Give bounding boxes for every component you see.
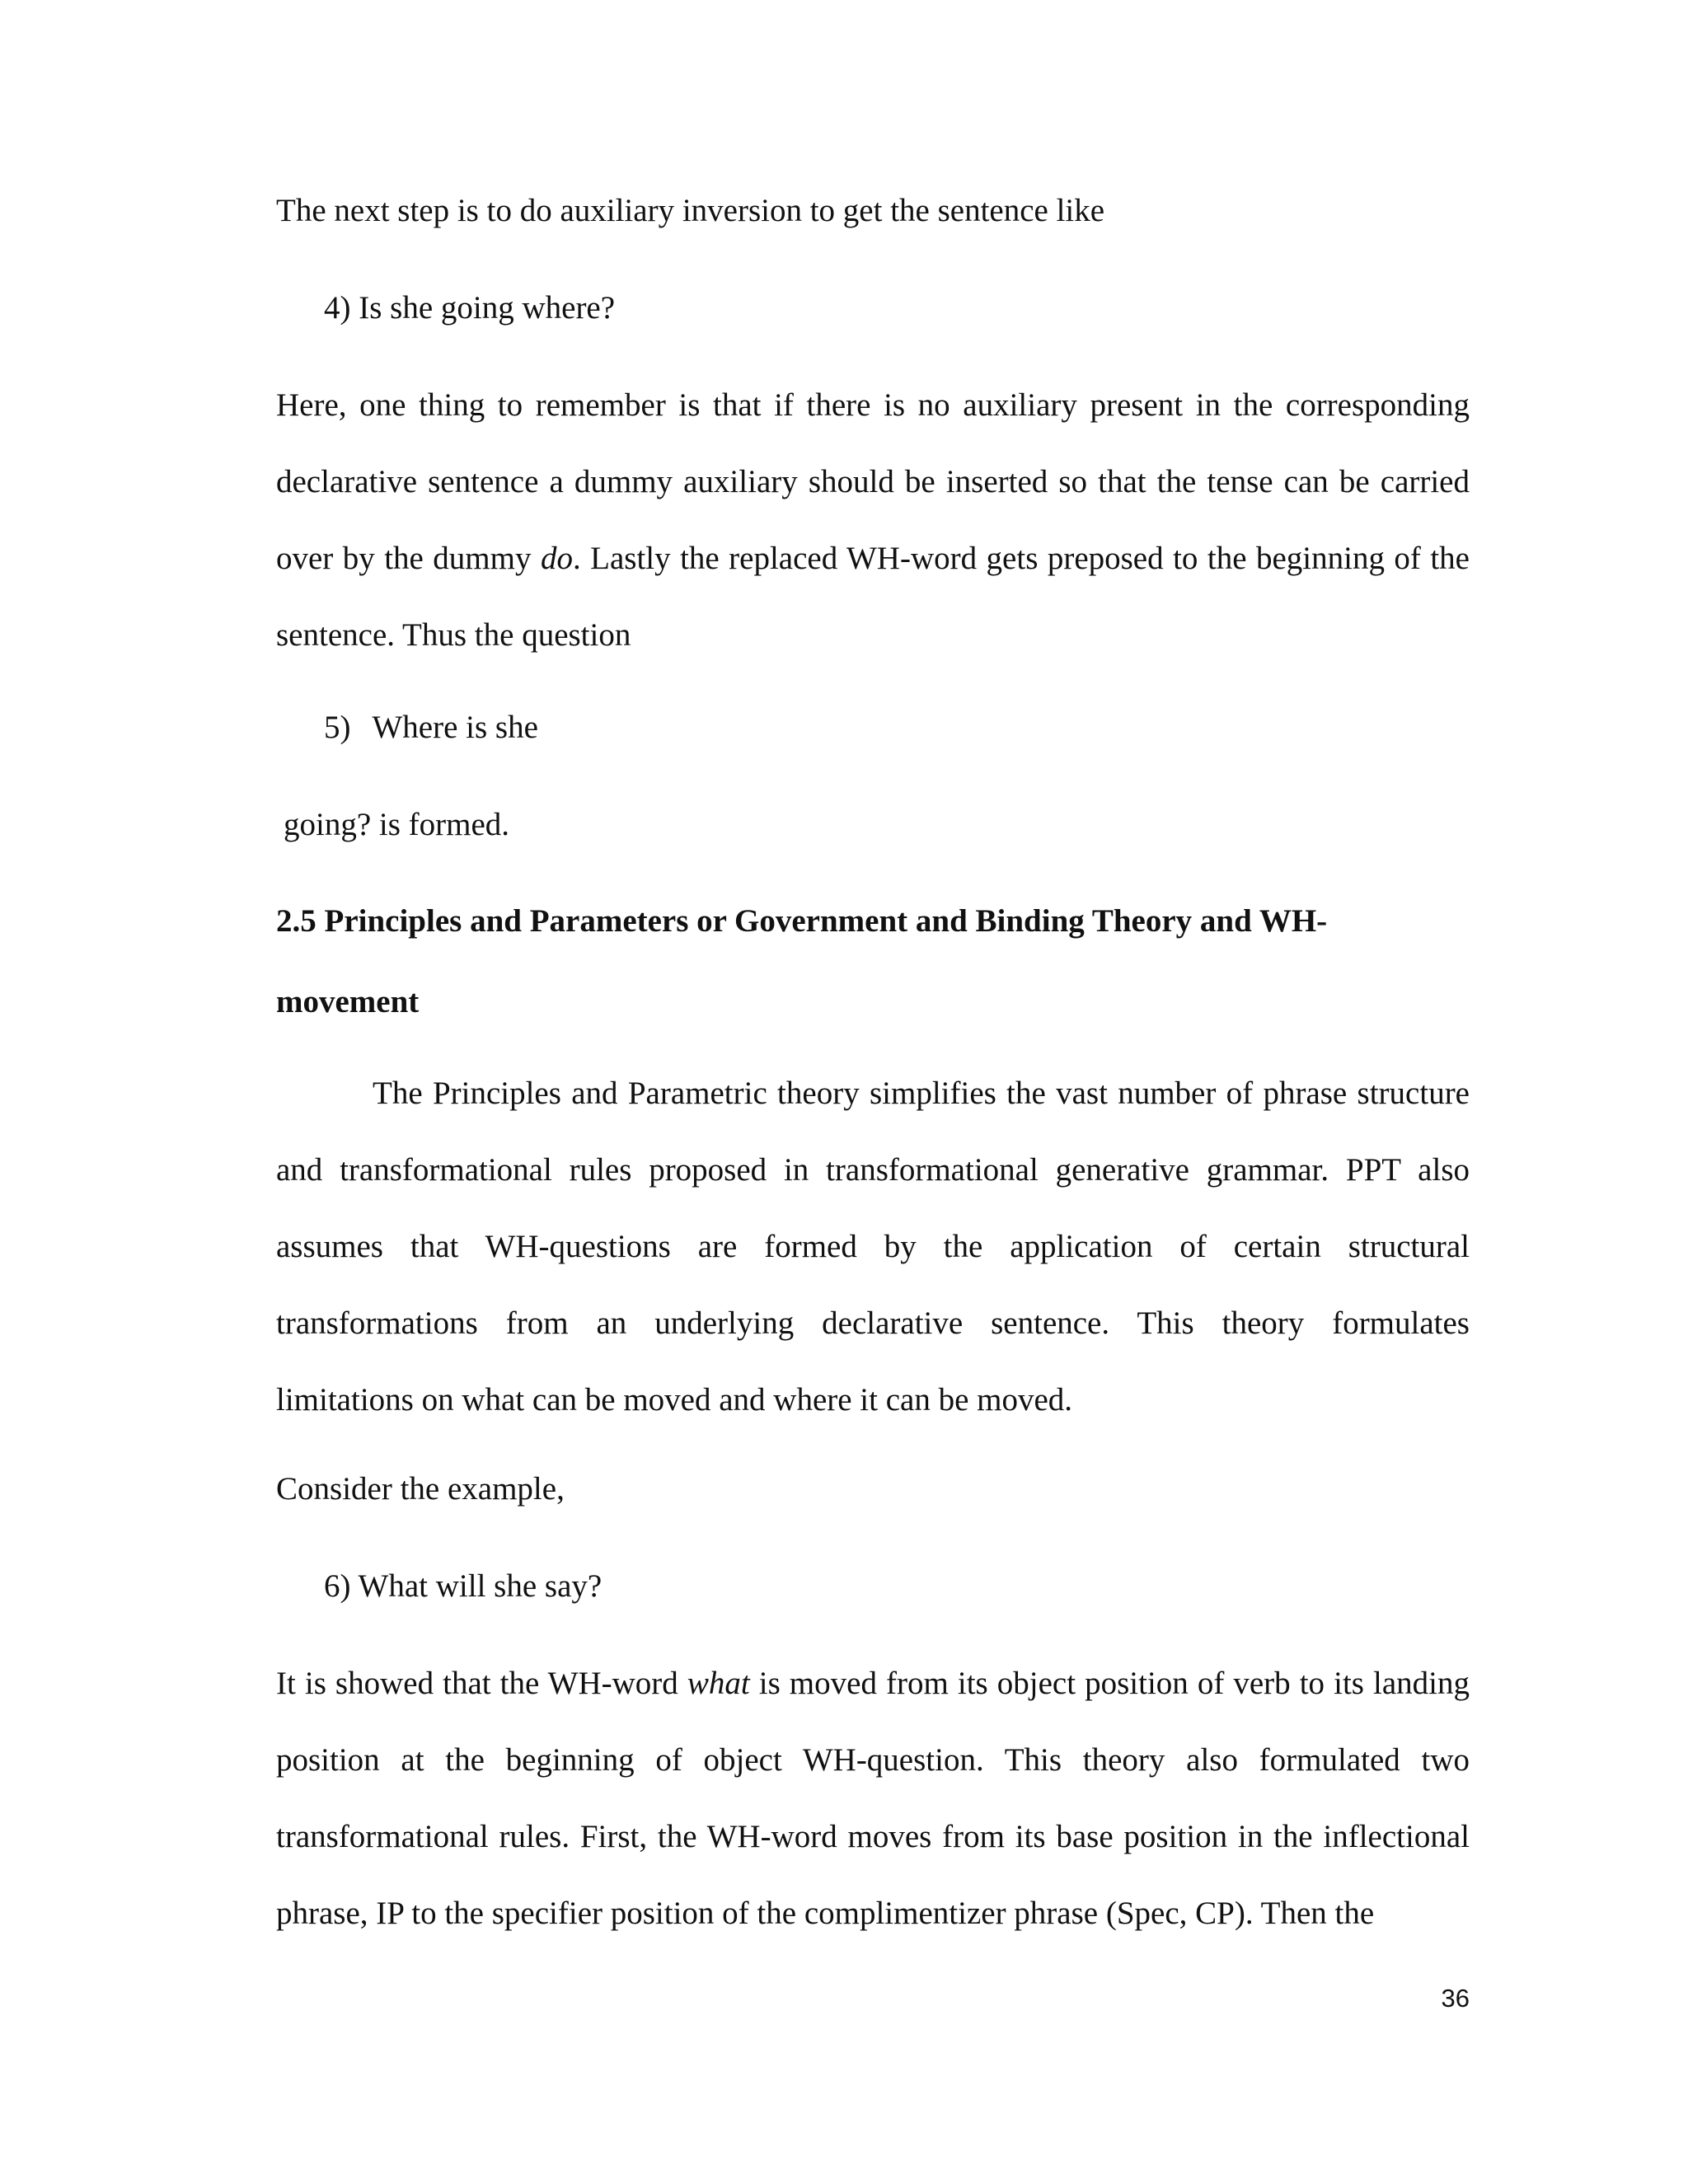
italic-term: do <box>540 541 573 576</box>
paragraph-consider: Consider the example, <box>276 1471 565 1507</box>
paragraph-line: assumes that WH-questions are formed by the application of certain structural <box>276 1229 1470 1264</box>
paragraph-intro: The next step is to do auxiliary inversion to get the sentence like <box>276 193 1105 228</box>
paragraph-line: Here, one thing to remember is that if there is no auxiliary present in the corresponding <box>276 387 1470 423</box>
paragraph-line <box>276 538 1470 579</box>
section-heading: 2.5 Principles and Parameters or Government and Binding Theory and WH- <box>276 903 1328 939</box>
paragraph-line: declarative sentence a dummy auxiliary should be inserted so that the tense can be carried <box>276 464 1470 499</box>
example-6: 6) What will she say? <box>324 1568 603 1604</box>
text-span: . Lastly the replaced WH-word gets preposed to the beginning of the <box>572 541 1470 576</box>
paragraph-line: transformations from an underlying declarative sentence. This theory formulates <box>276 1305 1470 1341</box>
paragraph-line: transformational rules. First, the WH-word moves from its base position in the inflectional <box>276 1819 1470 1854</box>
example-4: 4) Is she going where? <box>324 290 616 326</box>
paragraph-line: The Principles and Parametric theory simplifies the vast number of phrase structure <box>373 1076 1470 1111</box>
example-number: 5) <box>324 710 351 745</box>
paragraph-line: position at the beginning of object WH-question. This theory also formulated two <box>276 1742 1470 1778</box>
paragraph-line <box>276 1663 1470 1704</box>
example-text: Where is she <box>372 710 538 745</box>
example-5 <box>324 707 538 748</box>
paragraph-line: sentence. Thus the question <box>276 617 631 653</box>
example-5-continuation: going? is formed. <box>284 807 510 842</box>
page-number: 36 <box>1441 1984 1470 2013</box>
text-span: over by the dummy <box>276 541 541 576</box>
paragraph-line: and transformational rules proposed in transformational generative grammar. PPT also <box>276 1152 1470 1188</box>
text-span: It is showed that the WH-word <box>276 1666 687 1701</box>
section-heading-continuation: movement <box>276 984 420 1019</box>
text-span: is moved from its object position of verb to its landing <box>749 1666 1470 1701</box>
italic-term: what <box>687 1666 750 1701</box>
paragraph-line: limitations on what can be moved and where it can be moved. <box>276 1382 1073 1418</box>
paragraph-line: phrase, IP to the specifier position of the complimentizer phrase (Spec, CP). Then the <box>276 1896 1375 1931</box>
